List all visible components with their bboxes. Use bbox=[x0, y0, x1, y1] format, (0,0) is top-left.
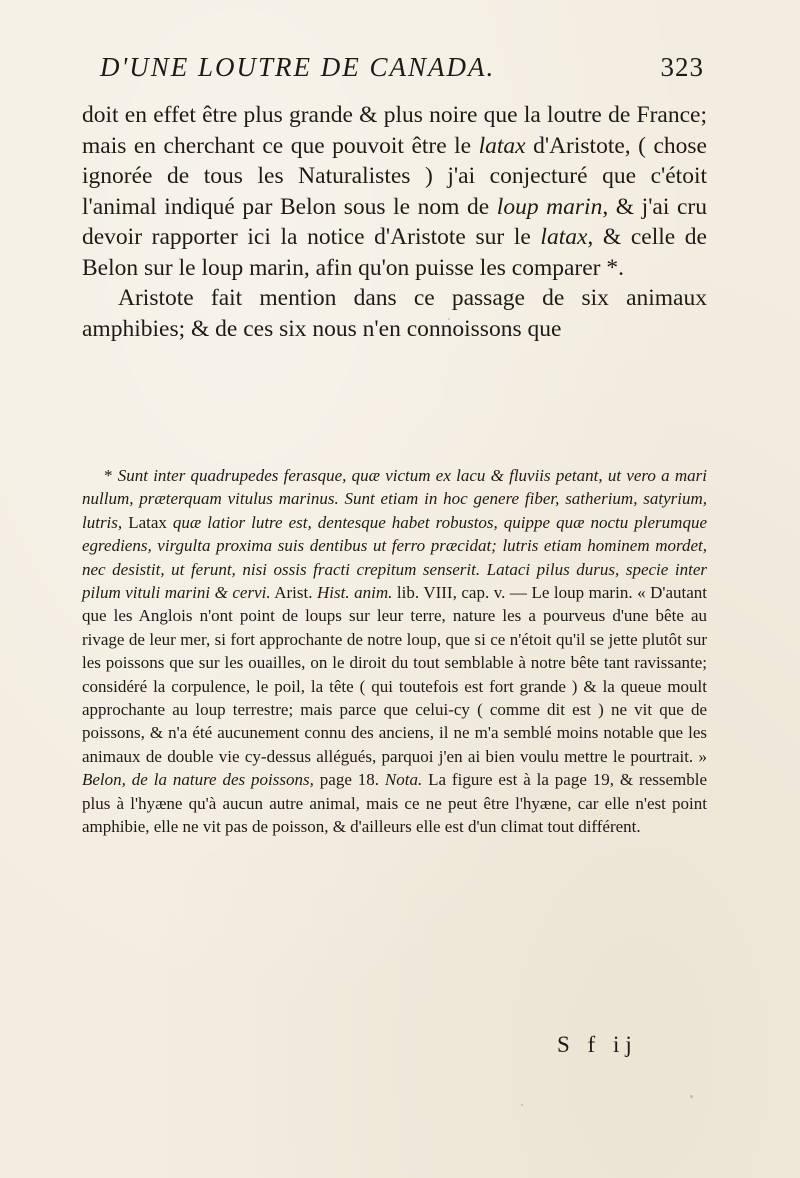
paper-speck bbox=[448, 318, 450, 320]
paragraph-2: Aristote fait mention dans ce passage de six animaux amphibies; & de ces six nous n'en connoissons que bbox=[82, 285, 707, 342]
footnote-nota: Nota. bbox=[384, 770, 423, 790]
paragraph-1 bbox=[82, 100, 707, 283]
footnote-citation-a: Arist. bbox=[270, 583, 317, 603]
main-text bbox=[82, 100, 707, 344]
paragraph-1-part-c: , & j'ai cru devoir rapporter ici la notice d'Aristote sur le bbox=[82, 193, 707, 250]
latax-term: latax bbox=[478, 132, 526, 159]
footnote-citation-hist: Hist. anim. bbox=[316, 583, 393, 603]
running-head-title: D'UNE LOUTRE DE CANADA. bbox=[100, 52, 496, 82]
paragraph-1-part-d: , & celle de Belon sur le loup marin, afin qu'on puisse les comparer *. bbox=[82, 224, 707, 281]
footnote bbox=[82, 464, 707, 839]
footnote-marker: * bbox=[104, 466, 118, 485]
footnote-latin-2: quæ latior lutre est, dentesque habet robustos, quippe quæ noctu plerumque egrediens, virgulta proxima suis dentibus ut ferro præcidat; lutris etiam hominem mordet, nec desistit, ut ferunt, nisi ossis fracti crepitum senserit. Lataci pilus durus, specie inter pilum vituli marini & cervi. bbox=[82, 512, 707, 603]
latax-term-2: latax bbox=[540, 224, 588, 250]
footnote-citation-c: page 18. bbox=[313, 770, 385, 790]
footnote-belon: Belon, de la nature des poissons, bbox=[82, 770, 314, 790]
footnote-latin-1: Sunt inter quadrupedes ferasque, quæ victum ex lacu & fluviis petant, ut vero a mari nullum, præterquam vitulus marinus. Sunt etiam in hoc genere fiber, satherium, satyrium, lutris, bbox=[82, 466, 707, 532]
footnote-citation-d: La figure est à la page 19, & ressemble plus à l'hyæne qu'à aucun autre animal, mais ce ne peut être l'hyæne, car elle n'est point amphibie, elle ne vit pas de poisson, & d'ailleurs elle est d'un climat tout différent. bbox=[82, 770, 708, 837]
page-number: 323 bbox=[660, 52, 704, 82]
signature-mark: S f ij bbox=[557, 1032, 638, 1057]
footnote-citation-b: lib. VIII, cap. v. — Le loup marin. « D'autant que les Anglois n'ont point de loups sur leur terre, nature les a pourveus d'une bête au rivage de leur mer, si fort approchante de notre loup, que si ce n'étoit qu'il se jette plutôt sur les poissons que sur les ouailles, on le diroit du tout semblable à notre bête tant ravissante; considéré la corpulence, le poil, la tête ( qui toutefois est fort grande ) & la queue moult approchante au loup terrestre; mais parce que celui-cy ( comme dit est ) ne vit que de poissons, & n'a été aucunement connu des anciens, il ne m'a semblé moins notable que les animaux de double vie cy-dessus allégués, parquoi j'en ai bien voulu mettre le pourtrait. » bbox=[82, 583, 708, 766]
running-head bbox=[100, 52, 704, 83]
paper-speck bbox=[690, 1095, 693, 1098]
footnote-latax: Latax bbox=[128, 512, 167, 532]
paper-speck bbox=[521, 1104, 523, 1106]
loup-marin-term: loup marin bbox=[496, 193, 603, 220]
paragraph-1-part-b: d'Aristote, ( chose ignorée de tous les Naturalistes ) j'ai conjecturé que c'étoit l'animal indiqué par Belon sous le nom de bbox=[82, 132, 707, 220]
paragraph-1-part-a: doit en effet être plus grande & plus noire que la loutre de France; mais en cherchant ce que pouvoit être le bbox=[82, 102, 707, 159]
